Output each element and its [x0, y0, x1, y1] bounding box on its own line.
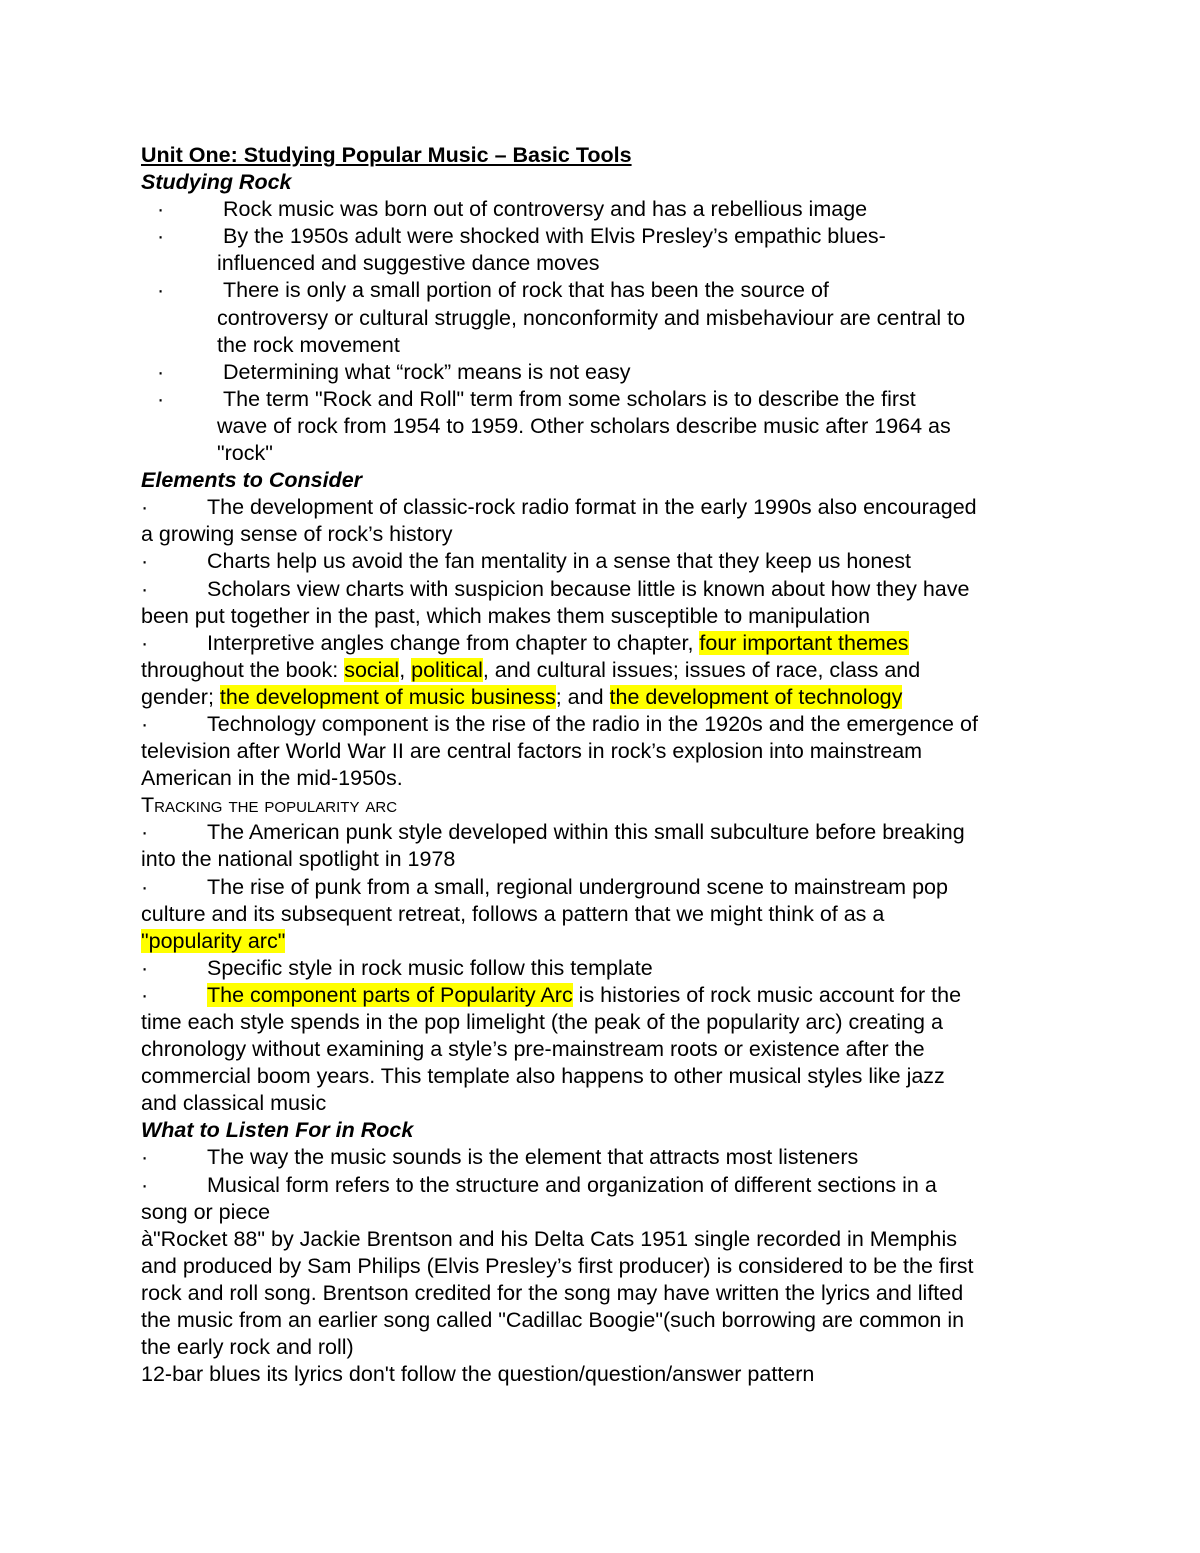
bullet-dot: · — [157, 386, 165, 411]
bullet-item: · The way the music sounds is the element that attracts most listeners — [141, 1144, 1061, 1171]
bullet-continuation: throughout the book: social, political, and cultural issues; issues of race, class and — [141, 657, 921, 682]
bullet-continuation: been put together in the past, which makes them susceptible to manipulation — [141, 603, 871, 628]
bullet-dot: · — [157, 278, 165, 303]
bullet-dot: · — [141, 1145, 149, 1170]
bullet-dot: · — [141, 576, 149, 601]
document-body — [141, 142, 1061, 1388]
bullet-dot: · — [141, 874, 149, 899]
highlight-music-business: the development of music business — [219, 684, 556, 709]
bullet-item: · Rock music was born out of controversy and has a rebellious image — [141, 196, 1061, 223]
paragraph-line: and produced by Sam Philips (Elvis Presley’s first producer) is considered to be the first — [141, 1253, 974, 1278]
bullet-item: · The American punk style developed within this small subculture before breaking — [141, 819, 1061, 846]
heading-what-to-listen-for: What to Listen For in Rock — [141, 1118, 414, 1143]
bullet-continuation: gender; the development of music business; and the development of technology — [141, 684, 903, 709]
bullet-continuation: song or piece — [141, 1199, 271, 1224]
heading-studying-rock: Studying Rock — [141, 170, 292, 195]
bullet-dot: · — [157, 197, 165, 222]
bullet-continuation: influenced and suggestive dance moves — [217, 251, 600, 276]
paragraph-line: 12-bar blues its lyrics don't follow the question/question/answer pattern — [141, 1362, 815, 1387]
bullet-dot: · — [141, 549, 149, 574]
bullet-dot: · — [157, 224, 165, 249]
bullet-continuation: wave of rock from 1954 to 1959. Other scholars describe music after 1964 as — [217, 413, 951, 438]
paragraph-line: the music from an earlier song called "Cadillac Boogie"(such borrowing are common in — [141, 1308, 965, 1333]
bullet-continuation: a growing sense of rock’s history — [141, 522, 453, 547]
bullet-item: · The rise of punk from a small, regional underground scene to mainstream pop — [141, 874, 1061, 901]
bullet-item: · Technology component is the rise of the radio in the 1920s and the emergence of — [141, 711, 1061, 738]
bullet-item: · Determining what “rock” means is not easy — [141, 359, 1061, 386]
bullet-dot: · — [141, 711, 149, 736]
bullet-continuation: American in the mid-1950s. — [141, 766, 403, 791]
bullet-continuation: controversy or cultural struggle, nonconformity and misbehaviour are central to — [217, 305, 966, 330]
paragraph-line: rock and roll song. Brentson credited for the song may have written the lyrics and lifted — [141, 1280, 964, 1305]
bullet-item: · The term "Rock and Roll" term from some scholars is to describe the first — [141, 386, 1061, 413]
bullet-continuation: and classical music — [141, 1091, 327, 1116]
bullet-item: · The development of classic-rock radio format in the early 1990s also encouraged — [141, 494, 1061, 521]
highlight-political: political — [411, 657, 483, 682]
bullet-dot: · — [141, 982, 149, 1007]
bullet-dot: · — [141, 1172, 149, 1197]
bullet-continuation: the rock movement — [217, 332, 400, 357]
bullet-item: · Specific style in rock music follow this template — [141, 955, 1061, 982]
bullet-item: · There is only a small portion of rock that has been the source of — [141, 277, 1061, 304]
bullet-item: · Charts help us avoid the fan mentality in a sense that they keep us honest — [141, 548, 1061, 575]
bullet-item: · By the 1950s adult were shocked with Elvis Presley’s empathic blues- — [141, 223, 1061, 250]
highlight-component-parts: The component parts of Popularity Arc — [207, 982, 573, 1007]
document-title: Unit One: Studying Popular Music – Basic Tools — [141, 143, 632, 167]
bullet-continuation: commercial boom years. This template also happens to other musical styles like jazz — [141, 1064, 945, 1089]
bullet-dot: · — [157, 359, 165, 384]
bullet-item: · Scholars view charts with suspicion because little is known about how they have — [141, 576, 1061, 603]
highlight-technology: the development of technology — [609, 684, 903, 709]
heading-popularity-arc: Tracking the popularity arc — [141, 793, 398, 818]
highlight-four-themes: four important themes — [699, 630, 909, 655]
bullet-continuation: "rock" — [217, 441, 273, 466]
bullet-dot: · — [141, 955, 149, 980]
bullet-continuation: into the national spotlight in 1978 — [141, 847, 456, 872]
bullet-item: · Interpretive angles change from chapter to chapter, four important themes — [141, 630, 1061, 657]
bullet-dot: · — [141, 820, 149, 845]
bullet-continuation — [141, 928, 1061, 955]
paragraph-line: à"Rocket 88" by Jackie Brentson and his Delta Cats 1951 single recorded in Memphis — [141, 1226, 957, 1251]
bullet-item: · Musical form refers to the structure and organization of different sections in a — [141, 1172, 1061, 1199]
bullet-continuation: time each style spends in the pop limelight (the peak of the popularity arc) creating a — [141, 1010, 943, 1034]
bullet-dot: · — [141, 630, 149, 655]
highlight-popularity-arc: "popularity arc" — [141, 928, 286, 953]
bullet-dot: · — [141, 495, 149, 520]
highlight-social: social — [344, 657, 400, 682]
paragraph-line: the early rock and roll) — [141, 1335, 354, 1360]
bullet-continuation: culture and its subsequent retreat, follows a pattern that we might think of as a — [141, 901, 885, 926]
heading-elements-to-consider: Elements to Consider — [141, 468, 363, 493]
bullet-continuation: chronology without examining a style’s pre-mainstream roots or existence after the — [141, 1037, 925, 1062]
bullet-item: · The component parts of Popularity Arc is histories of rock music account for the — [141, 982, 1061, 1009]
bullet-continuation: television after World War II are central factors in rock’s explosion into mainstream — [141, 739, 923, 764]
